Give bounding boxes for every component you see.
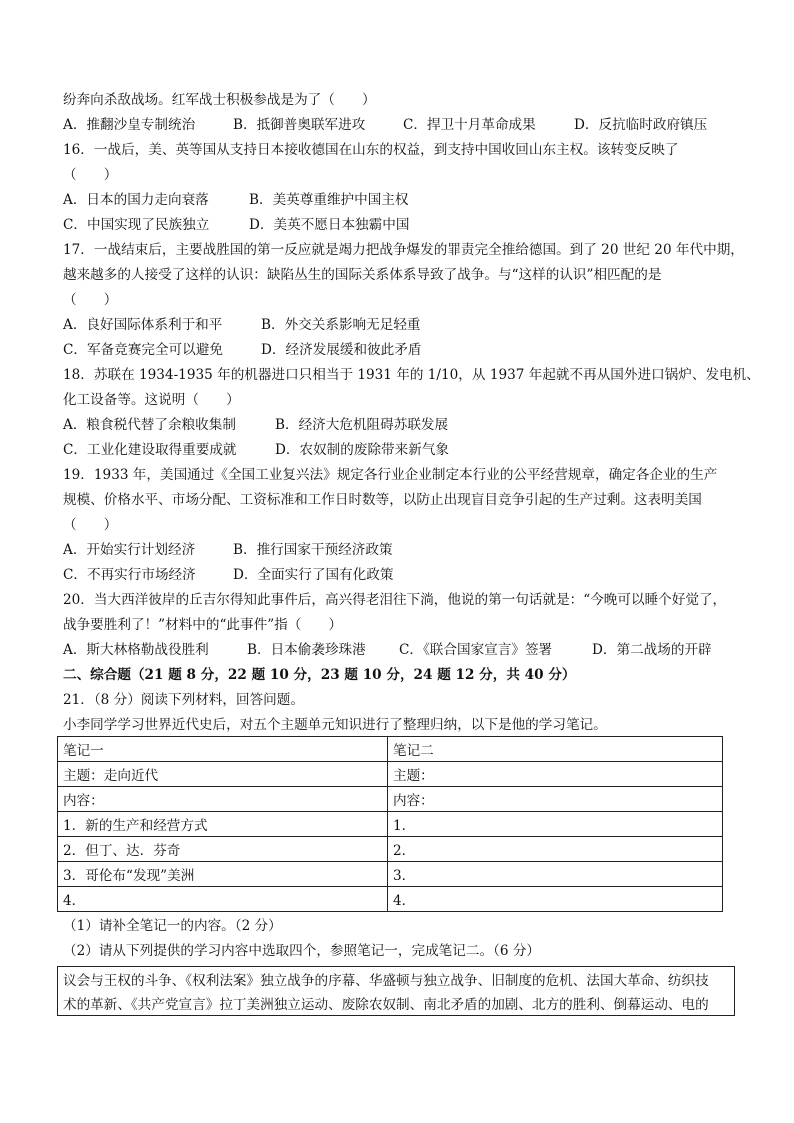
q16-option-b: B．美英尊重维护中国主权 xyxy=(249,192,409,208)
notes-cell: 主题：走向近代 xyxy=(58,762,388,787)
q17-stem-line1: 17．一战结束后，主要战胜国的第一反应就是竭力把战争爆发的罪责完全推给德国。到了 20 世纪 20 年代中期， xyxy=(63,242,744,258)
q20-option-c: C．《联合国家宣言》签署 xyxy=(399,642,553,658)
notes-cell: 3． xyxy=(388,862,723,887)
q17-option-c: C．军备竞赛完全可以避免 xyxy=(63,342,223,358)
table-row xyxy=(58,887,723,912)
q18-option-b: B．经济大危机阻碍苏联发展 xyxy=(275,417,449,433)
notes-cell: 内容： xyxy=(388,787,723,812)
notes-cell: 1．新的生产和经营方式 xyxy=(58,812,388,837)
q19-option-b: B．推行国家干预经济政策 xyxy=(233,542,393,558)
q18-stem-line2: 化工设备等。这说明（ ） xyxy=(63,392,240,408)
table-row xyxy=(58,862,723,887)
study-notes-table xyxy=(57,736,723,912)
learning-content-line: 议会与王权的斗争、《权利法案》独立战争的序幕、华盛顿与独立战争、旧制度的危机、法国大革命、纺织技 xyxy=(63,973,709,989)
section-2-title: 二、综合题（21 题 8 分，22 题 10 分，23 题 10 分，24 题 12 分，共 40 分） xyxy=(63,667,576,683)
q15-option-c: C．捍卫十月革命成果 xyxy=(403,117,536,133)
notes-cell: 1． xyxy=(388,812,723,837)
notes-cell: 笔记二 xyxy=(388,737,723,762)
q18-option-d: D．农奴制的废除带来新气象 xyxy=(275,442,450,458)
q21-sub-question-2: （2）请从下列提供的学习内容中选取四个，参照笔记一，完成笔记二。（6 分） xyxy=(63,943,541,959)
notes-cell: 主题： xyxy=(388,762,723,787)
learning-content-box xyxy=(57,966,735,1016)
notes-cell: 笔记一 xyxy=(58,737,388,762)
q15-option-a: A．推翻沙皇专制统治 xyxy=(63,117,196,133)
q18-stem-line1: 18．苏联在 1934-1935 年的机器进口只相当于 1931 年的 1/10，从 1937 年起就不再从国外进口锅炉、发电机、 xyxy=(63,367,760,383)
table-row xyxy=(58,812,723,837)
notes-cell: 3．哥伦布“发现”美洲 xyxy=(58,862,388,887)
q16-paren: （ ） xyxy=(63,167,118,183)
notes-cell: 4． xyxy=(58,887,388,912)
q16-stem: 16．一战后，美、英等国从支持日本接收德国在山东的权益，到支持中国收回山东主权。该转变反映了 xyxy=(63,142,679,158)
notes-cell: 内容： xyxy=(58,787,388,812)
table-row xyxy=(58,837,723,862)
q19-stem-line2: 规模、价格水平、市场分配、工资标准和工作日时数等，以防止出现盲目竞争引起的生产过剩。这表明美国 xyxy=(63,492,702,508)
q17-stem-line2: 越来越多的人接受了这样的认识：缺陷丛生的国际关系体系导致了战争。与“这样的认识”相匹配的是 xyxy=(63,267,662,283)
table-row xyxy=(58,737,723,762)
q16-option-d: D．美英不愿日本独霸中国 xyxy=(249,217,410,233)
notes-cell: 2． xyxy=(388,837,723,862)
q17-option-b: B．外交关系影响无足轻重 xyxy=(261,317,421,333)
learning-content-line: 术的革新、《共产党宣言》拉丁美洲独立运动、废除农奴制、南北矛盾的加剧、北方的胜利、倒幕运动、电的 xyxy=(63,997,709,1013)
q16-option-c: C．中国实现了民族独立 xyxy=(63,217,210,233)
q20-option-d: D．第二战场的开辟 xyxy=(592,642,712,658)
q19-stem-line1: 19．1933 年，美国通过《全国工业复兴法》规定各行业企业制定本行业的公平经营规章，确定各企业的生产 xyxy=(63,467,718,483)
q18-option-c: C．工业化建设取得重要成就 xyxy=(63,442,237,458)
q20-stem-line2: 战争要胜利了！”材料中的“此事件”指（ ） xyxy=(63,617,343,633)
q20-stem-line1: 20．当大西洋彼岸的丘吉尔得知此事件后，高兴得老泪往下淌，他说的第一句话就是：“今晚可以睡个好觉了， xyxy=(63,592,727,608)
q19-option-c: C．不再实行市场经济 xyxy=(63,567,196,583)
q20-option-a: A．斯大林格勒战役胜利 xyxy=(63,642,209,658)
notes-cell: 4． xyxy=(388,887,723,912)
q21-sub-question-1: （1）请补全笔记一的内容。（2 分） xyxy=(63,918,282,934)
q19-option-d: D．全面实行了国有化政策 xyxy=(233,567,394,583)
notes-cell: 2．但丁、达．芬奇 xyxy=(58,837,388,862)
q21-stem: 21．（8 分）阅读下列材料，回答问题。 xyxy=(63,692,304,708)
q17-option-d: D．经济发展缓和彼此矛盾 xyxy=(261,342,422,358)
q15-stem: 纷奔向杀敌战场。红军战士积极参战是为了（ ） xyxy=(63,92,376,108)
q17-paren: （ ） xyxy=(63,292,118,308)
q16-option-a: A．日本的国力走向衰落 xyxy=(63,192,209,208)
table-row xyxy=(58,787,723,812)
q21-intro: 小李同学学习世界近代史后，对五个主题单元知识进行了整理归纳，以下是他的学习笔记。 xyxy=(63,717,607,733)
q17-option-a: A．良好国际体系利于和平 xyxy=(63,317,223,333)
q19-option-a: A．开始实行计划经济 xyxy=(63,542,196,558)
q20-option-b: B．日本偷袭珍珠港 xyxy=(247,642,366,658)
q19-paren: （ ） xyxy=(63,517,118,533)
table-row xyxy=(58,762,723,787)
q15-option-b: B．抵御普奥联军进攻 xyxy=(233,117,366,133)
q15-option-d: D．反抗临时政府镇压 xyxy=(574,117,708,133)
q18-option-a: A．粮食税代替了余粮收集制 xyxy=(63,417,236,433)
